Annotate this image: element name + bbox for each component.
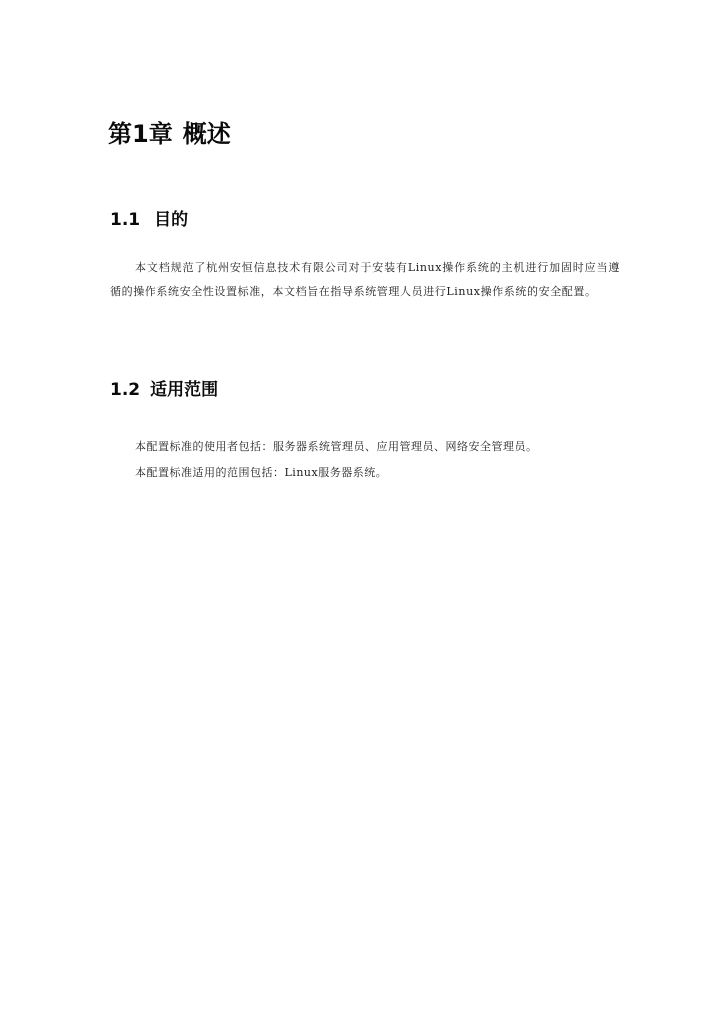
chapter-heading xyxy=(108,118,231,150)
section-number: 1.1 xyxy=(110,210,141,230)
section-heading-scope xyxy=(110,378,218,402)
section-heading-purpose xyxy=(110,208,188,232)
section-title: 适用范围 xyxy=(150,380,219,400)
chapter-title: 概述 xyxy=(182,120,231,148)
section-number: 1.2 xyxy=(110,380,141,400)
purpose-paragraph: 本文档规范了杭州安恒信息技术有限公司对于安装有Linux操作系统的主机进行加固时应当遵循的操作系统安全性设置标准，本文档旨在指导系统管理人员进行Linux操作系统的安全配置。 xyxy=(110,261,620,298)
scope-users-paragraph: 本配置标准的使用者包括：服务器系统管理员、应用管理员、网络安全管理员。 xyxy=(135,440,538,453)
section-title: 目的 xyxy=(154,210,189,230)
chapter-number: 第1章 xyxy=(108,120,173,148)
scope-range-paragraph: 本配置标准适用的范围包括：Linux服务器系统。 xyxy=(135,466,388,479)
